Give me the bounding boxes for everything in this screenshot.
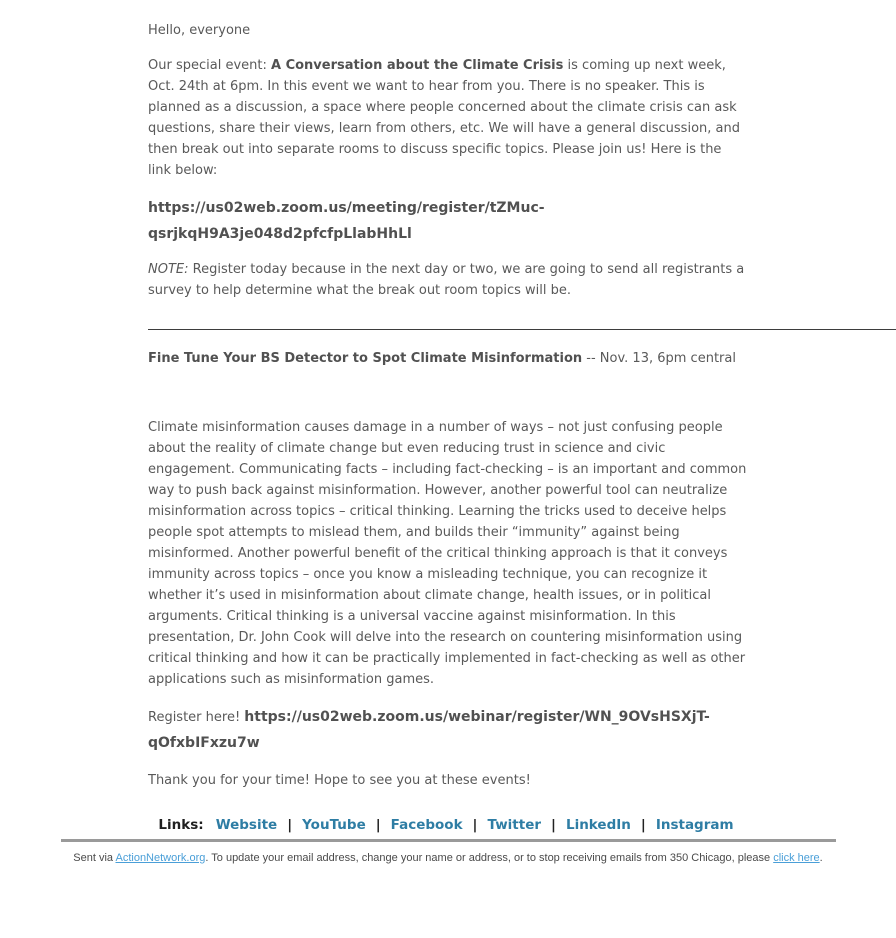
footer-middle: . To update your email address, change your name or address, or to stop receiving emails from 350 Chicago, please (205, 852, 774, 864)
action-network-link[interactable]: ActionNetwork.org (115, 852, 206, 864)
event2-heading (148, 348, 748, 369)
links-separator: | (472, 817, 478, 833)
meeting-link-paragraph (148, 195, 748, 247)
link-twitter[interactable]: Twitter (487, 817, 542, 833)
link-linkedin[interactable]: LinkedIn (565, 817, 631, 833)
webinar-register-link[interactable]: https://us02web.zoom.us/webinar/register/WN_9OVsHSXjT-qOfxbIFxzu7w (148, 709, 710, 751)
links-separator: | (640, 817, 646, 833)
greeting-text: Hello, everyone (148, 23, 251, 38)
footer-prefix: Sent via (73, 852, 116, 864)
link-website[interactable]: Website (215, 817, 278, 833)
link-youtube[interactable]: YouTube (302, 817, 366, 833)
event1-paragraph (148, 55, 748, 181)
section-divider (148, 315, 896, 330)
event2-description: Climate misinformation causes damage in a number of ways – not just confusing people about the reality of climate change but even reducing trust in science and civic engagement. Communicating facts – including fact-checking – is an important and common way to push back against misinformation. However, another powerful tool can neutralize misinformation across topics – critical thinking. Learning the tricks used to deceive helps people spot attempts to mislead them, and builds their “immunity” against being misinformed. Another powerful benefit of the critical thinking approach is that it conveys immunity across topics – once you know a misleading technique, you can recognize it whether it’s used in misinformation about climate change, health issues, or in political arguments. Critical thinking is a universal vaccine against misinformation. In this presentation, Dr. John Cook will delve into the research on countering misinformation using critical thinking and how it can be practically implemented in fact-checking as well as other applications such as misinformation games. (148, 420, 747, 687)
links-separator: | (551, 817, 556, 833)
register-paragraph (148, 704, 748, 756)
event2-title: Fine Tune Your BS Detector to Spot Climate Misinformation (148, 351, 583, 366)
link-facebook[interactable]: Facebook (390, 817, 463, 833)
click-here-link[interactable]: click here (773, 852, 820, 864)
link-instagram[interactable]: Instagram (655, 817, 734, 833)
meeting-register-link[interactable]: https://us02web.zoom.us/meeting/register/tZMuc-qsrjkqH9A3je048d2pfcfpLlabHhLl (148, 200, 545, 242)
event1-intro: Our special event: (148, 58, 271, 73)
social-links-bar (148, 815, 748, 836)
event2-title-suffix: -- Nov. 13, 6pm central (582, 351, 736, 366)
links-label: Links: (158, 817, 204, 833)
closing-text: Thank you for your time! Hope to see you at these events! (148, 773, 531, 788)
footer-suffix: . (819, 852, 823, 864)
links-separator: | (287, 817, 293, 833)
note-paragraph (148, 259, 748, 301)
email-body (148, 0, 748, 836)
event1-title: A Conversation about the Climate Crisis (270, 58, 564, 73)
note-label: NOTE: (148, 262, 189, 277)
links-separator: | (375, 817, 381, 833)
register-label: Register here! (148, 710, 245, 725)
footer-text (0, 851, 896, 865)
event1-body: is coming up next week, Oct. 24th at 6pm. In this event we want to hear from you. There is no speaker. This is planned as a discussion, a space where people concerned about the climate crisis can ask questions, share their views, learn from others, etc. We will have a general discussion, and then break out into separate rooms to discuss specific topics. Please join us! Here is the link below: (148, 58, 740, 178)
note-text: Register today because in the next day or two, we are going to send all registrants a survey to help determine what the break out room topics will be. (148, 262, 745, 298)
footer-divider (61, 839, 836, 842)
